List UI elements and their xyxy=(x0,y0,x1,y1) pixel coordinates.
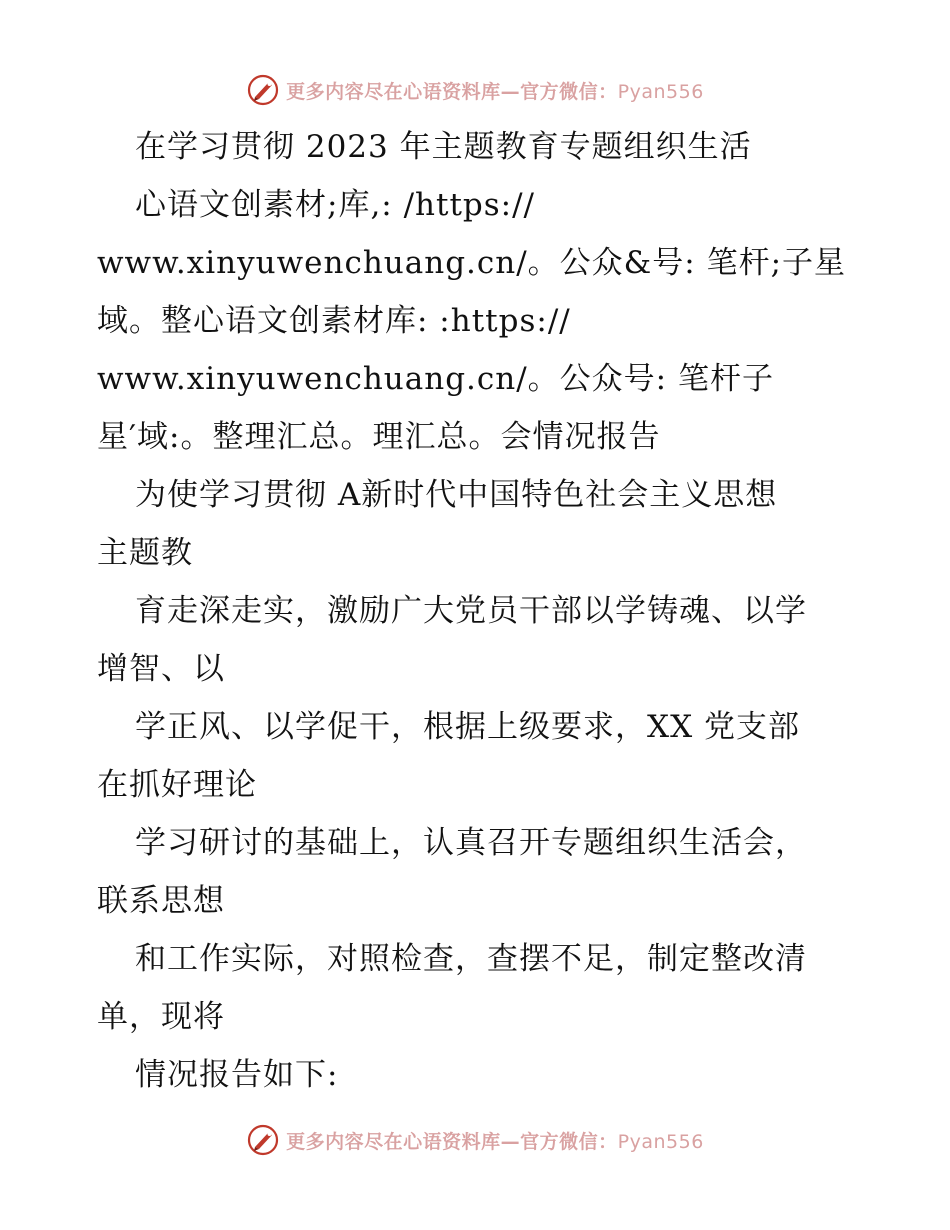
document-line: www.xinyuwenchuang.cn/。公众号: 笔杆子 xyxy=(97,361,774,397)
document-body xyxy=(97,118,857,1104)
document-line: 主题教 xyxy=(97,535,193,571)
document-line: 和工作实际，对照检查，查摆不足，制定整改清 xyxy=(135,941,807,977)
document-line: 为使学习贯彻 A新时代中国特色社会主义思想 xyxy=(135,477,778,513)
header-watermark-banner xyxy=(0,70,950,110)
document-line: 单，现将 xyxy=(97,999,225,1035)
document-line: 心语文创素材;库,: /https:// xyxy=(135,187,536,223)
document-line: 学正风、以学促干，根据上级要求，XX 党支部 xyxy=(135,709,800,745)
document-line: 情况报告如下: xyxy=(135,1057,339,1093)
document-line: 联系思想 xyxy=(97,883,225,919)
footer-banner-text xyxy=(286,1127,704,1154)
document-line: 育走深走实，激励广大党员干部以学铸魂、以学 xyxy=(135,593,807,629)
document-line: www.xinyuwenchuang.cn/。公众&号: 笔杆;子星 xyxy=(97,245,847,281)
header-banner-text xyxy=(286,77,704,104)
document-line: 学习研讨的基础上，认真召开专题组织生活会， xyxy=(135,825,807,861)
header-banner-wechat: Pyan556 xyxy=(617,80,704,103)
pen-logo-icon xyxy=(246,73,280,107)
document-line: 增智、以 xyxy=(97,651,225,687)
footer-watermark-banner xyxy=(0,1120,950,1160)
footer-banner-label: 更多内容尽在心语资料库—官方微信： xyxy=(286,1130,618,1153)
footer-banner-wechat: Pyan556 xyxy=(617,1130,704,1153)
document-line: 在抓好理论 xyxy=(97,767,257,803)
document-line: 在学习贯彻 2023 年主题教育专题组织生活 xyxy=(135,129,752,165)
header-banner-label: 更多内容尽在心语资料库—官方微信： xyxy=(286,80,618,103)
document-line: 域。整心语文创素材库: :https:// xyxy=(97,303,571,339)
pen-logo-icon xyxy=(246,1123,280,1157)
document-line: 星′域:。整理汇总。理汇总。会情况报告 xyxy=(97,419,661,455)
